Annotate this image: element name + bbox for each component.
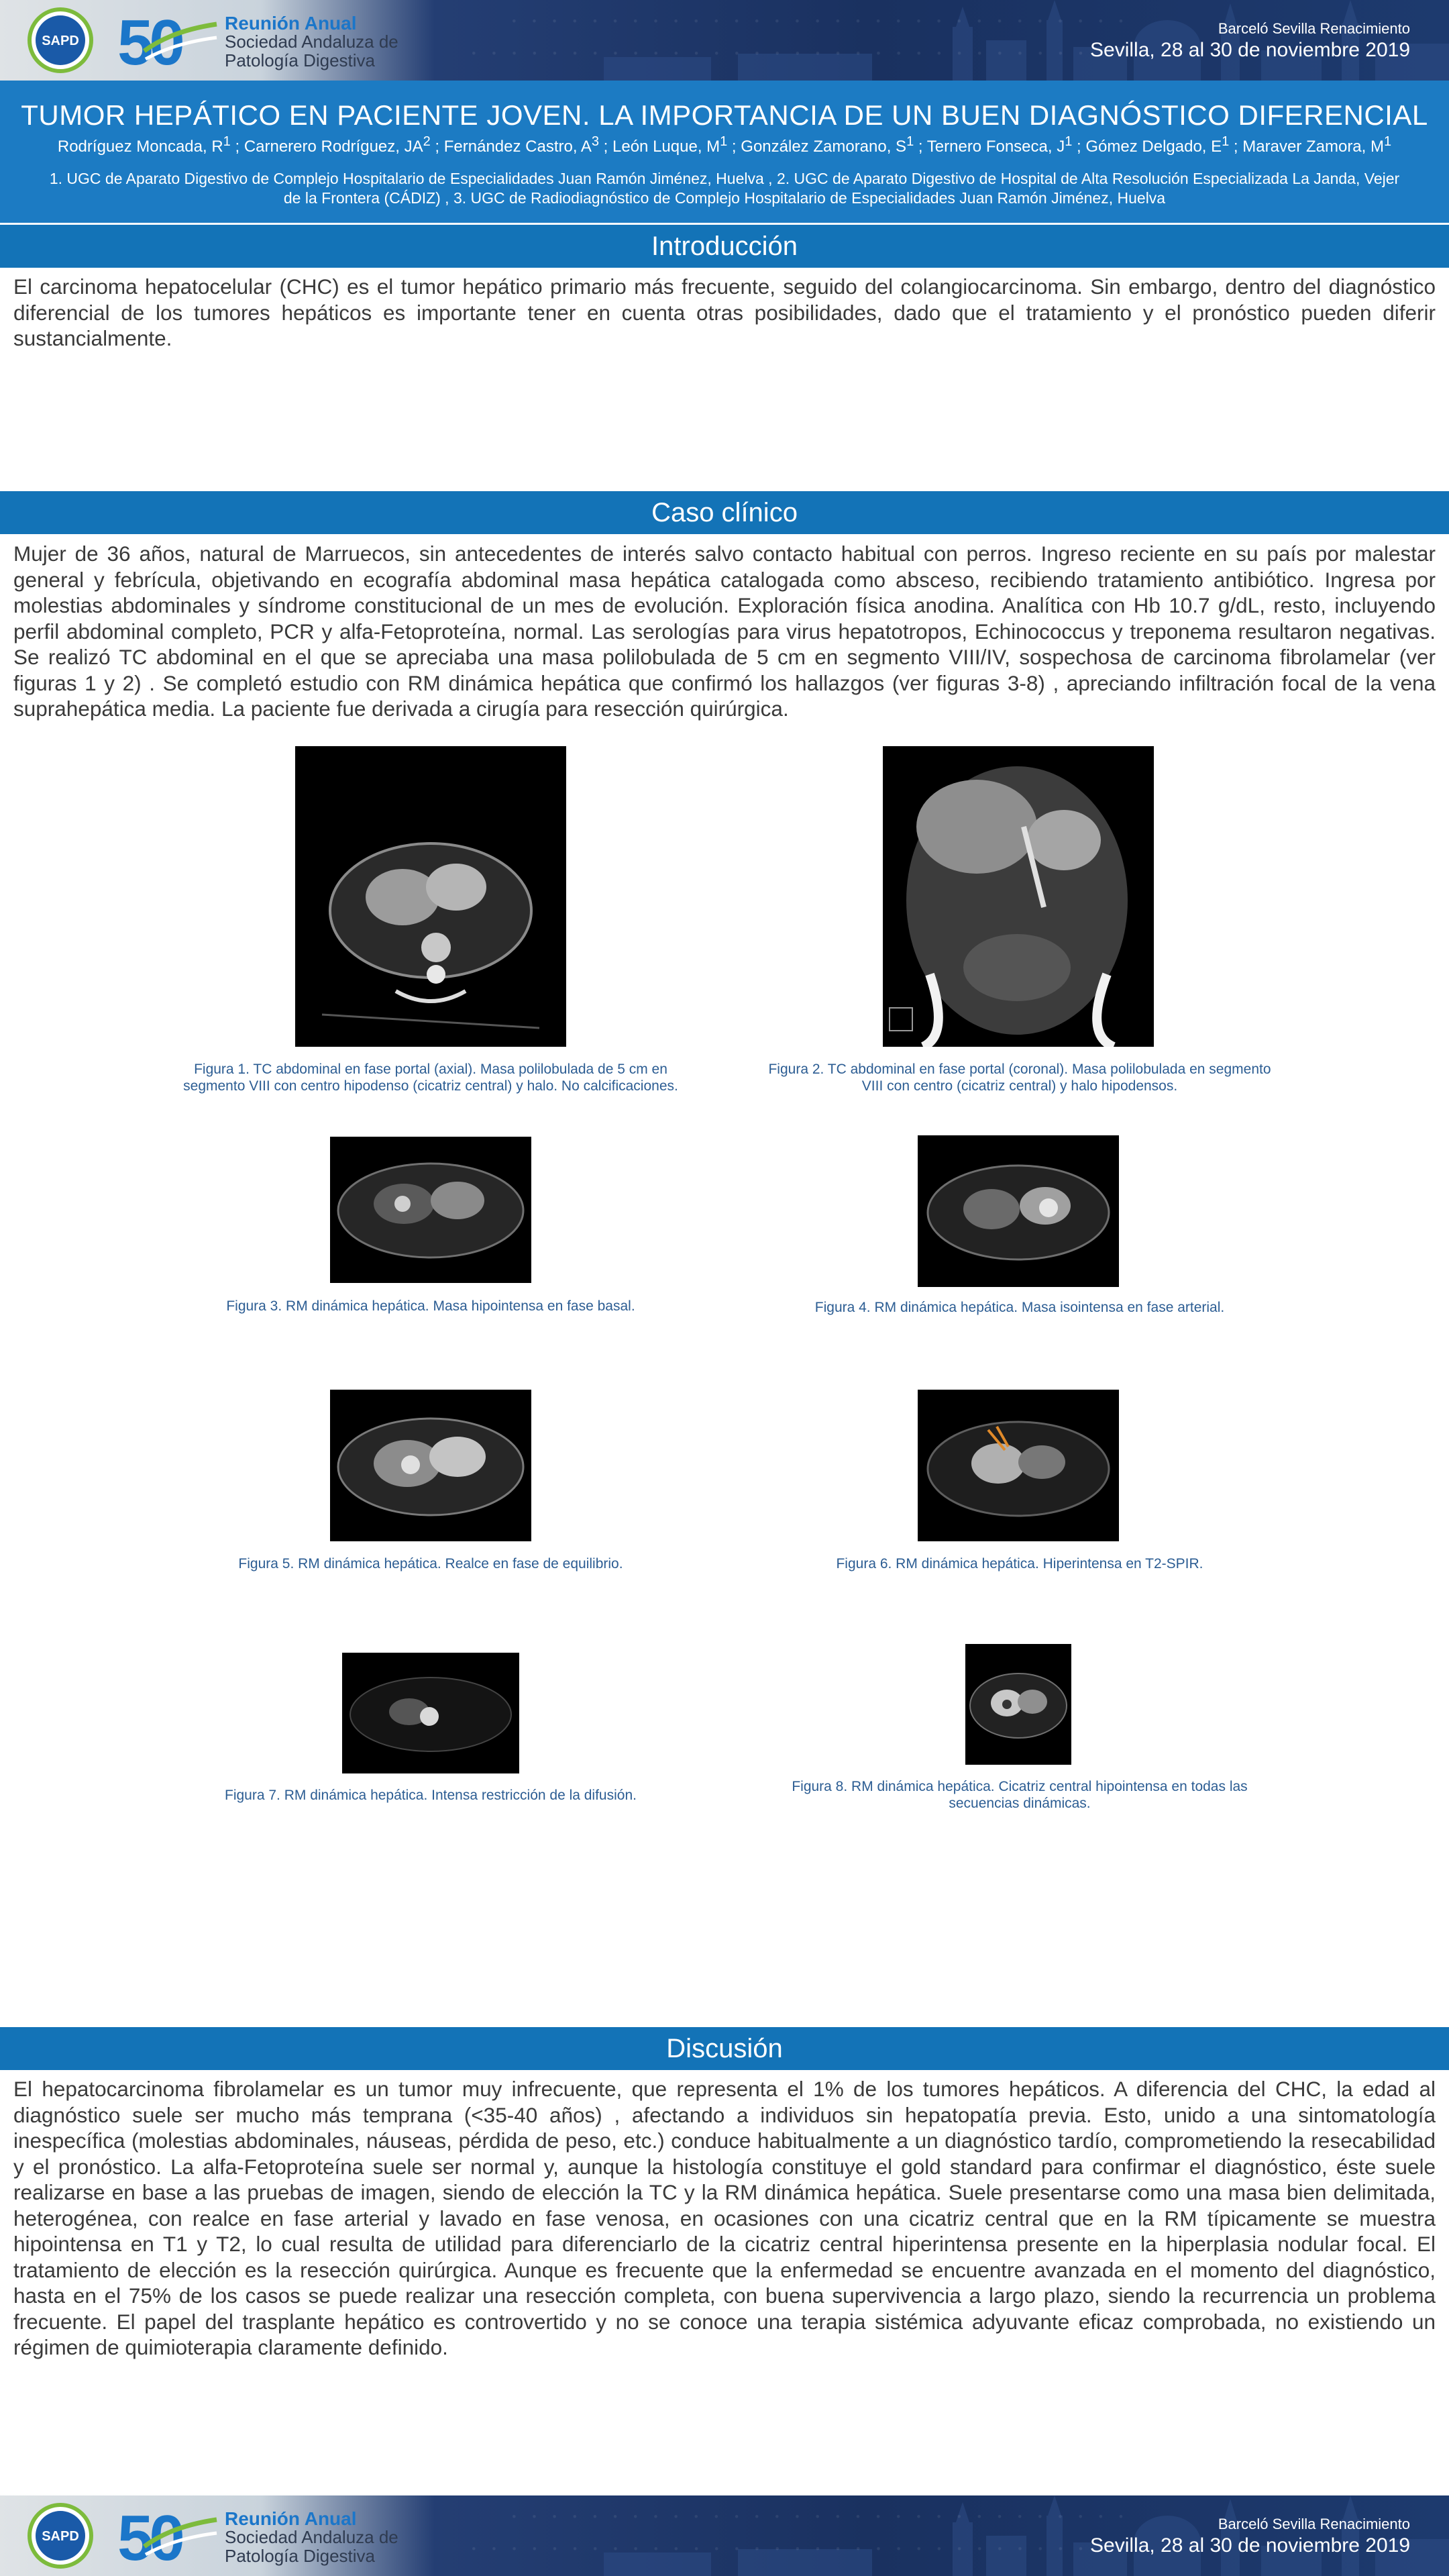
author: Carnerero Rodríguez, $JA^2$ <box>244 134 431 156</box>
org-name-line1: Reunión Anual <box>225 13 357 34</box>
figure-3-caption: Figura 3. RM dinámica hepática. Masa hipointensa en fase basal. <box>226 1298 635 1314</box>
fifty-logo <box>117 11 218 72</box>
figure-2-caption: Figura 2. TC abdominal en fase portal (coronal). Masa polilobulada en segmento VIII con centro (cicatriz central) y halo hipodensos. <box>768 1062 1271 1094</box>
figure-6-image <box>918 1390 1119 1541</box>
fifty-logo-number: 50 <box>117 11 181 72</box>
author: Fernández Castro, $A^3$ <box>443 134 599 156</box>
poster-title: TUMOR HEPÁTICO EN PACIENTE JOVEN. LA IMPORTANCIA DE UN BUEN DIAGNÓSTICO DIFERENCIAL <box>21 99 1428 131</box>
org-name-line3: Patología Digestiva <box>225 50 376 70</box>
org-name <box>225 13 398 70</box>
author-list: Rodríguez Moncada, $R^1$ ; Carnerero Rodríguez, $JA^2$ ; Fernández Castro, $A^3$ ; León Luque, $M^1$ ; González Zamorano, $S^1$ ; Ternero Fonseca, $J^1$ ; Gómez Delgado, $E^1$ ; Maraver Zamora, $M^1$ <box>57 134 1392 156</box>
venue-name: Barceló Sevilla Renacimiento <box>1218 2516 1410 2532</box>
figure-8-image <box>965 1644 1071 1765</box>
fifty-logo <box>117 2506 218 2568</box>
figure-6-caption: Figura 6. RM dinámica hepática. Hiperintensa en T2-SPIR. <box>836 1556 1203 1572</box>
org-name-line2: Sociedad Andaluza de <box>225 2527 398 2548</box>
intro-text: El carcinoma hepatocelular (CHC) es el tumor hepático primario más frecuente, seguido del colangiocarcinoma. Sin embargo, dentro del diagnóstico diferencial de los tumores hepáticos es importante tener en cuenta otras posibilidades, dado que el tratamiento y el pronóstico pueden diferir sustancialmente. <box>13 274 1436 350</box>
title-block <box>0 81 1449 223</box>
venue-info <box>1090 20 1410 62</box>
figure-1-image <box>295 746 566 1047</box>
figure-7-image <box>342 1653 519 1773</box>
discussion-text: El hepatocarcinoma fibrolamelar es un tumor muy infrecuente, que representa el 1% de los tumores hepáticos. A diferencia del CHC, la edad al diagnóstico suele ser mucho más temprana (<35-40 años) , afectando a individuos sin hepatopatía previa. Esto, unido a una sintomatología inespecífica (molestias abdominales, náuseas, pérdida de peso, etc.) conduce habitualmente a un diagnóstico tardío, comprometiendo la resecabilidad y el pronóstico. La alfa-Fetoproteína suele ser normal y, aunque la histología constituye el gold standard para confirmar el diagnóstico, éste suele realizarse en base a las pruebas de imagen, siendo de elección la TC y la RM dinámica hepática. Suele presentarse como una masa bien delimitada, heterogénea, con realce en fase arterial y lavado en fase venosa, en ocasiones con una cicatriz central que en la RM típicamente se muestra hipointensa en T1 y T2, lo cual resulta de utilidad para diferenciarlo de la cicatriz central hiperintensa presente en la hiperplasia nodular focal. El tratamiento de elección es la resección quirúrgica. Aunque es frecuente que la enfermedad se encuentre avanzada en el momento del diagnóstico, hasta en el 75% de los casos se puede realizar una resección completa, con buena supervivencia a largo plazo, siendo la recurrencia un problema frecuente. El papel del trasplante hepático es controvertido y no se conoce una terapia sistémica adyuvante eficaz comprobada, no existiendo un régimen de quimioterapia claramente definido. <box>13 2077 1436 2359</box>
org-name-line1: Reunión Anual <box>225 2508 357 2529</box>
figure-5-caption: Figura 5. RM dinámica hepática. Realce en fase de equilibrio. <box>238 1556 623 1572</box>
event-dates: Sevilla, 28 al 30 de noviembre 2019 <box>1090 2534 1410 2557</box>
org-name <box>225 2509 398 2565</box>
author: González Zamorano, $S^1$ <box>741 134 914 156</box>
case-text: Mujer de 36 años, natural de Marruecos, sin antecedentes de interés salvo contacto habitual con perros. Ingreso reciente en su país por malestar general y febrícula, objetivando en ecografía abdominal masa hepática catalogada como absceso, recibiendo tratamiento antibiótico. Ingresa por molestias abdominales y síndrome constitucional de un mes de evolución. Exploración física anodina. Analítica con Hb 10.7 g/dL, resto, incluyendo perfil abdominal completo, PCR y alfa-Fetoproteína, normal. Las serologías para virus hepatotropos, Echinococcus y treponema resultaron negativas. Se realizó TC abdominal en el que se apreciaba una masa polilobulada de 5 cm en segmento VIII/IV, sospechosa de carcinoma fibrolamelar (ver figuras 1 y 2) . Se completó estudio con RM dinámica hepática que confirmó los hallazgos (ver figuras 3-8) , apreciando infiltración focal de la vena suprahepática media. La paciente fue derivada a cirugía para resección quirúrgica. <box>13 542 1436 721</box>
sapd-logo <box>27 7 94 74</box>
sapd-logo-text: SAPD <box>42 2529 79 2544</box>
event-dates: Sevilla, 28 al 30 de noviembre 2019 <box>1090 39 1410 61</box>
header-banner <box>0 0 1449 81</box>
figure-7-caption: Figura 7. RM dinámica hepática. Intensa restricción de la difusión. <box>225 1788 637 1803</box>
venue-name: Barceló Sevilla Renacimiento <box>1218 20 1410 37</box>
footer-banner <box>0 2495 1449 2576</box>
section-heading-case: Caso clínico <box>0 491 1449 534</box>
figure-3-image <box>330 1137 531 1283</box>
sapd-logo-text: SAPD <box>42 34 79 48</box>
fifty-logo-number: 50 <box>117 2506 181 2568</box>
sapd-logo <box>27 2502 94 2569</box>
author: Gómez Delgado, $E^1$ <box>1085 134 1230 156</box>
author: Maraver Zamora, $M^1$ <box>1242 134 1392 156</box>
venue-info <box>1090 2516 1410 2557</box>
author: León Luque, $M^1$ <box>612 134 728 156</box>
figure-5-image <box>330 1390 531 1541</box>
watermark-text: · · · · · · · · · · · · · · · · · · · · · · · · · · · · · · · <box>510 7 1128 36</box>
affiliations: 1. UGC de Aparato Digestivo de Complejo Hospitalario de Especialidades Juan Ramón Jiménez, Huelva , 2. UGC de Aparato Digestivo de Hospital de Alta Resolución Especializada La Janda, Vejer de la Frontera (CÁDIZ) , 3. UGC de Radiodiagnóstico de Complejo Hospitalario de Especialidades Juan Ramón Jiménez, Huelva <box>49 170 1400 207</box>
author: Rodríguez Moncada, $R^1$ <box>57 134 231 156</box>
watermark-text: · · · · · · · · · · · · · · · · · · · · · · · · · · · · · · · · · <box>470 40 1128 68</box>
org-name-line3: Patología Digestiva <box>225 2545 376 2566</box>
watermark-text: · · · · · · · · · · · · · · · · · · · · · · · · · · · · · · · <box>510 2503 1128 2531</box>
figure-4-image <box>918 1135 1119 1287</box>
org-name-line2: Sociedad Andaluza de <box>225 32 398 52</box>
figure-4-caption: Figura 4. RM dinámica hepática. Masa isointensa en fase arterial. <box>814 1300 1225 1315</box>
figure-2-image <box>883 746 1154 1047</box>
figure-8-caption: Figura 8. RM dinámica hepática. Cicatriz central hipointensa en todas las secuencias dinámicas. <box>792 1779 1248 1811</box>
figure-1-caption: Figura 1. TC abdominal en fase portal (axial). Masa polilobulada de 5 cm en segmento VIII con centro hipodenso (cicatriz central) y halo. No calcificaciones. <box>183 1062 678 1094</box>
section-heading-intro: Introducción <box>0 225 1449 268</box>
watermark-text: · · · · · · · · · · · · · · · · · · · · · · · · · · · · · · · · · <box>470 2535 1128 2563</box>
section-heading-discussion: Discusión <box>0 2027 1449 2070</box>
author: Ternero Fonseca, $J^1$ <box>926 134 1073 156</box>
